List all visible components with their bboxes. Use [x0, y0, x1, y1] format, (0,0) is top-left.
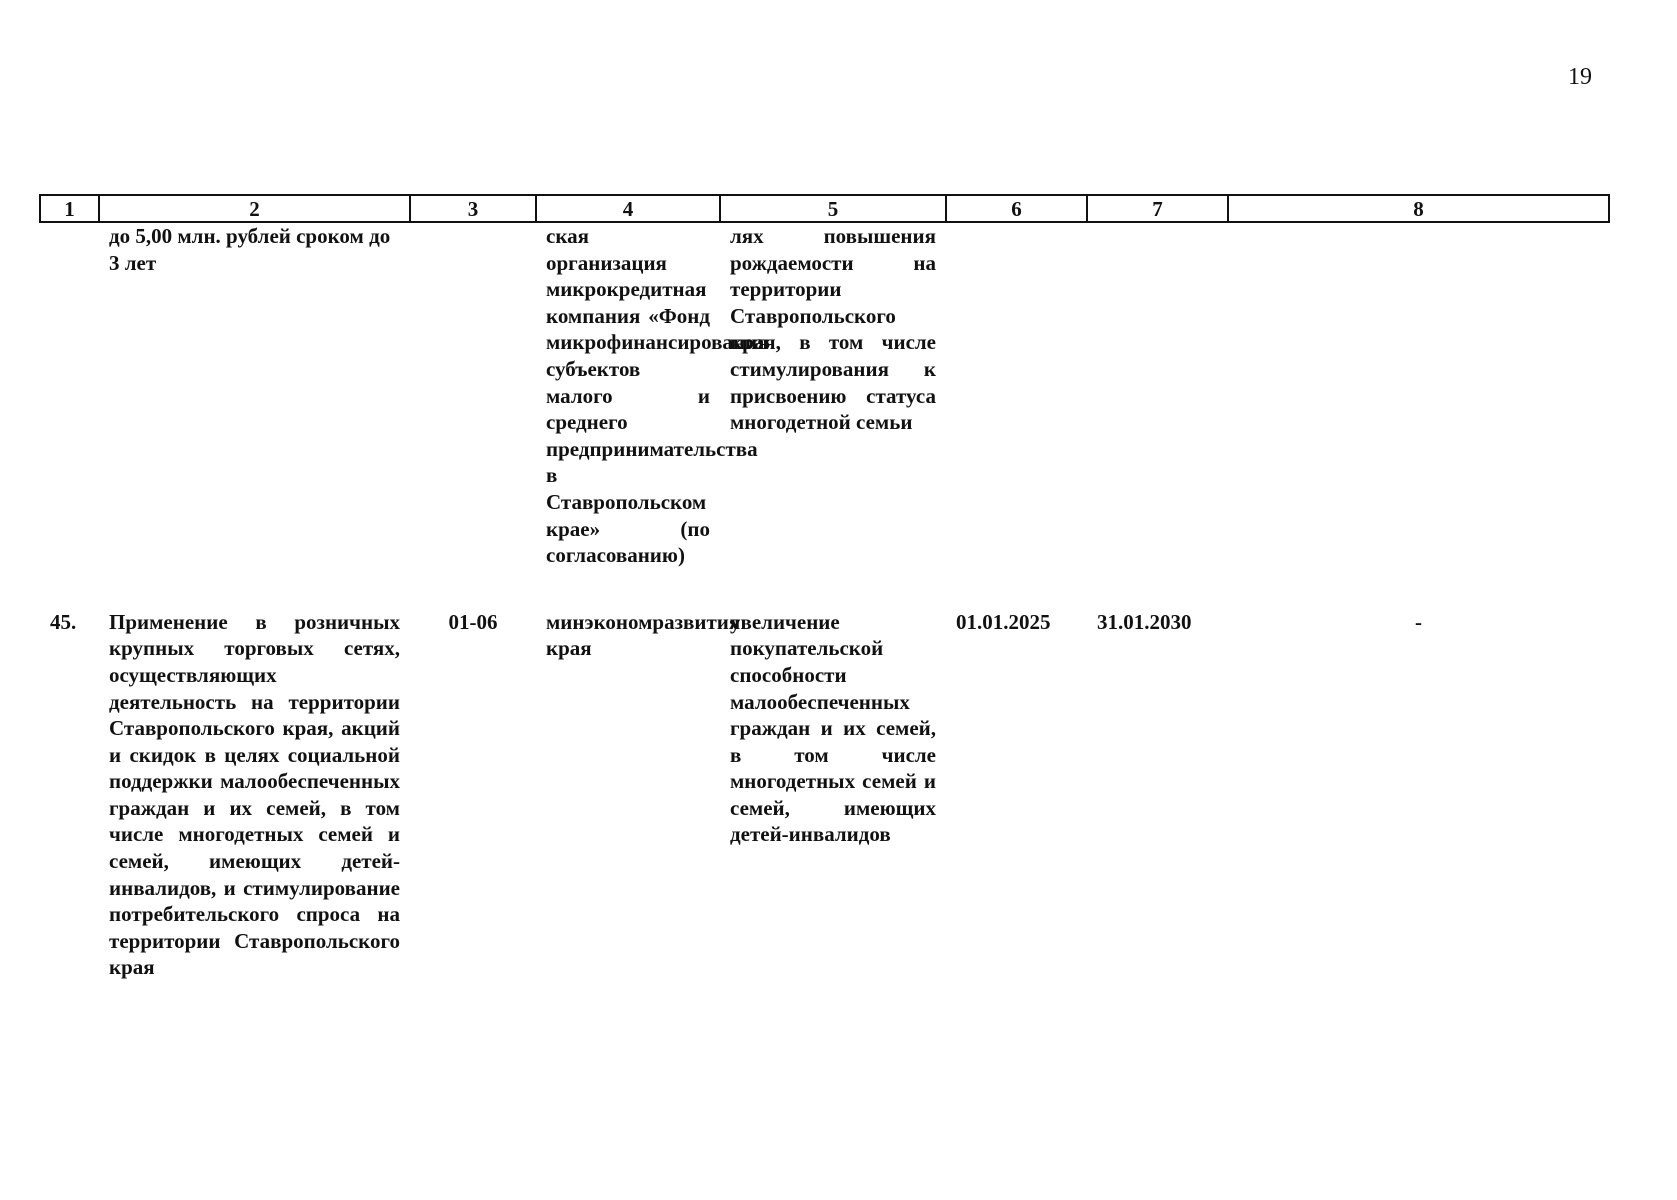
- row-number-cell: [40, 222, 99, 609]
- note-cell: -: [1415, 609, 1422, 634]
- code-cell: 01-06: [448, 609, 498, 634]
- column-header-1: 1: [40, 195, 99, 222]
- column-header-8: 8: [1228, 195, 1609, 222]
- row-number-cell: 45.: [50, 609, 77, 634]
- column-number-header-row: [40, 195, 1609, 222]
- end-date-cell: 31.01.2030: [1097, 609, 1192, 634]
- column-header-2: 2: [99, 195, 410, 222]
- column-header-6: 6: [946, 195, 1087, 222]
- note-cell: [1228, 222, 1609, 609]
- measure-name-cell: Применение в розничных крупных торговых сетях, осуществляющих деятельность на территории Ставропольского края, акций и скидок в целях социальной поддержки малообеспеченных граждан и их семей, в том числе многодетных семей и семей, имеющих детей-инвалидов, и стимулирование потребительского спроса на территории Ставропольского края: [109, 609, 400, 980]
- column-header-5: 5: [720, 195, 946, 222]
- column-header-4: 4: [536, 195, 720, 222]
- executor-cell: ская организация микрокредитная компания «Фонд микрофинансирования субъектов малого и среднего предпринимательства в Ставропольском крае» (по согласованию): [546, 224, 769, 568]
- column-header-3: 3: [410, 195, 536, 222]
- end-date-cell: [1087, 222, 1228, 609]
- table-row: [40, 609, 1609, 981]
- page-number: 19: [1568, 64, 1592, 90]
- measure-name-cell: до 5,00 млн. рублей сроком до 3 лет: [109, 224, 391, 275]
- expected-result-cell: увеличение покупательской способности малообеспеченных граждан и их семей, в том числе многодетных семей и семей, имеющих детей-инвалидов: [730, 609, 936, 847]
- executor-cell: минэкономразвития края: [546, 609, 741, 661]
- measures-table: [39, 194, 1610, 981]
- table-row: [40, 222, 1609, 609]
- column-header-7: 7: [1087, 195, 1228, 222]
- start-date-cell: 01.01.2025: [956, 609, 1051, 634]
- expected-result-cell: лях повышения рождаемости на территории Ставропольского края, в том числе стимулирования к присвоению статуса многодетной семьи: [730, 224, 936, 435]
- start-date-cell: [946, 222, 1087, 609]
- code-cell: [410, 222, 536, 609]
